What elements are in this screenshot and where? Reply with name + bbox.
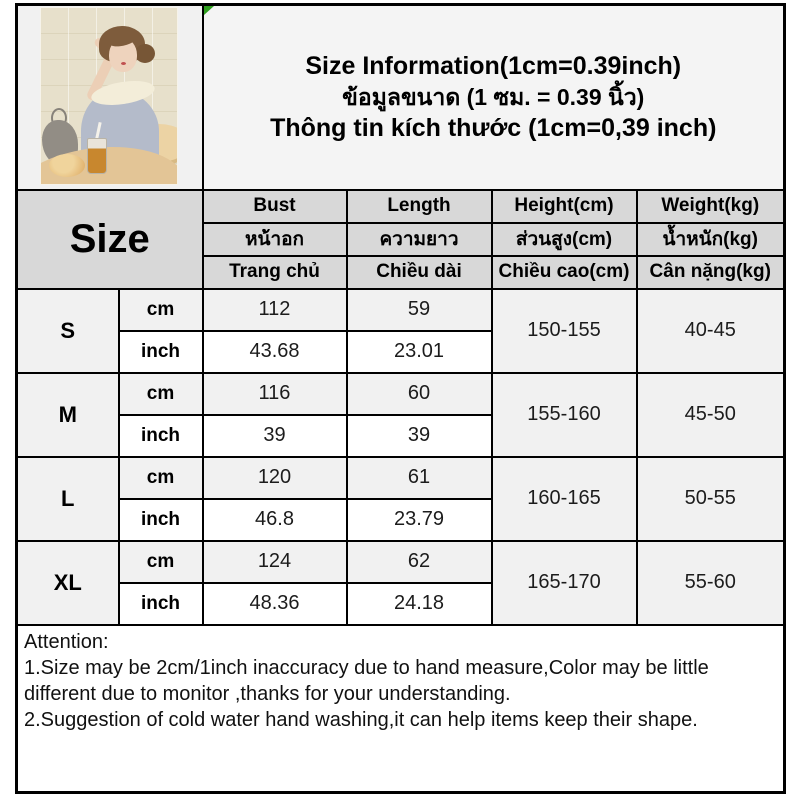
size-row-label: XL bbox=[17, 541, 119, 625]
attention-line-2: 2.Suggestion of cold water hand washing,it can help items keep their shape. bbox=[24, 708, 698, 731]
value-height-range: 155-160 bbox=[492, 373, 637, 457]
value-height-range: 150-155 bbox=[492, 289, 637, 373]
value-bust-cm: 116 bbox=[203, 373, 347, 415]
value-length-inch: 39 bbox=[347, 415, 492, 457]
value-weight-range: 50-55 bbox=[637, 457, 785, 541]
header-height-en: Height(cm) bbox=[492, 190, 637, 223]
value-length-inch: 23.79 bbox=[347, 499, 492, 541]
unit-cell-cm: cm bbox=[119, 373, 203, 415]
iced-tea-cup bbox=[87, 138, 107, 174]
title-thai: ข้อมูลขนาด (1 ซม. = 0.39 นิ้ว) bbox=[342, 83, 645, 110]
size-row-label: L bbox=[17, 457, 119, 541]
unit-cell-inch: inch bbox=[119, 415, 203, 457]
value-weight-range: 55-60 bbox=[637, 541, 785, 625]
unit-cell-cm: cm bbox=[119, 541, 203, 583]
value-bust-cm: 124 bbox=[203, 541, 347, 583]
value-length-cm: 61 bbox=[347, 457, 492, 499]
attention-note bbox=[17, 625, 785, 793]
size-row-label: S bbox=[17, 289, 119, 373]
size-chart-table bbox=[15, 3, 786, 794]
value-bust-inch: 46.8 bbox=[203, 499, 347, 541]
unit-cell-inch: inch bbox=[119, 499, 203, 541]
value-bust-inch: 43.68 bbox=[203, 331, 347, 373]
lips bbox=[121, 62, 126, 65]
unit-cell-cm: cm bbox=[119, 289, 203, 331]
header-length-vi: Chiều dài bbox=[347, 256, 492, 289]
header-bust-th: หน้าอก bbox=[203, 223, 347, 256]
bread-roll bbox=[49, 154, 85, 177]
value-length-inch: 24.18 bbox=[347, 583, 492, 625]
value-length-cm: 59 bbox=[347, 289, 492, 331]
value-height-range: 160-165 bbox=[492, 457, 637, 541]
attention-heading: Attention: bbox=[24, 630, 109, 653]
unit-cell-cm: cm bbox=[119, 457, 203, 499]
title-vietnamese: Thông tin kích thước (1cm=0,39 inch) bbox=[270, 113, 717, 142]
value-height-range: 165-170 bbox=[492, 541, 637, 625]
unit-cell-inch: inch bbox=[119, 331, 203, 373]
header-weight-vi: Cân nặng(kg) bbox=[637, 256, 785, 289]
size-corner-label: Size bbox=[17, 190, 203, 289]
size-row-label: M bbox=[17, 373, 119, 457]
value-bust-cm: 112 bbox=[203, 289, 347, 331]
title-cell bbox=[203, 5, 785, 190]
header-length-th: ความยาว bbox=[347, 223, 492, 256]
value-length-inch: 23.01 bbox=[347, 331, 492, 373]
header-bust-en: Bust bbox=[203, 190, 347, 223]
title-english: Size Information(1cm=0.39inch) bbox=[305, 51, 682, 80]
header-length-en: Length bbox=[347, 190, 492, 223]
header-bust-vi: Trang chủ bbox=[203, 256, 347, 289]
header-height-vi: Chiều cao(cm) bbox=[492, 256, 637, 289]
attention-line-1: 1.Size may be 2cm/1inch inaccuracy due to hand measure,Color may be little different due to monitor ,thanks for your understanding. bbox=[24, 656, 709, 705]
value-weight-range: 45-50 bbox=[637, 373, 785, 457]
model-photo-cell bbox=[17, 5, 203, 190]
unit-cell-inch: inch bbox=[119, 583, 203, 625]
value-length-cm: 62 bbox=[347, 541, 492, 583]
value-length-cm: 60 bbox=[347, 373, 492, 415]
value-bust-cm: 120 bbox=[203, 457, 347, 499]
header-weight-en: Weight(kg) bbox=[637, 190, 785, 223]
value-bust-inch: 39 bbox=[203, 415, 347, 457]
spreadsheet-corner-marker bbox=[204, 6, 214, 15]
hair-bun bbox=[135, 44, 155, 63]
header-height-th: ส่วนสูง(cm) bbox=[492, 223, 637, 256]
header-weight-th: น้ำหนัก(kg) bbox=[637, 223, 785, 256]
model-photo bbox=[40, 7, 178, 185]
value-bust-inch: 48.36 bbox=[203, 583, 347, 625]
value-weight-range: 40-45 bbox=[637, 289, 785, 373]
